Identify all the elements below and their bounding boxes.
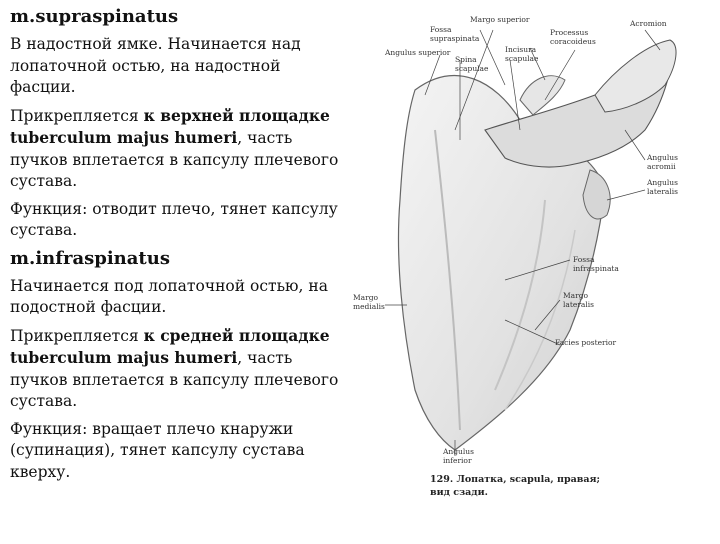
- infraspinatus-heading: m.infraspinatus: [10, 247, 170, 269]
- label-angulus-acromii-2: acromii: [647, 162, 676, 171]
- label-angulus-lateralis-2: lateralis: [647, 187, 679, 196]
- label-angulus-lateralis-1: Angulus: [647, 178, 678, 187]
- supraspinatus-insertion-suffix: , часть пучков вплетается в капсулу плечевого сустава.: [10, 129, 339, 190]
- label-facies-posterior: Facies posterior: [555, 338, 617, 347]
- infraspinatus-function: Функция: вращает плечо кнаружи (супинация), тянет капсулу сустава кверху.: [10, 419, 305, 481]
- scapula-figure: [345, 0, 720, 540]
- infraspinatus-insertion-bold: к средней площадке tuberculum majus humeri: [10, 325, 330, 367]
- text-column: [10, 6, 340, 489]
- label-angulus-inferior-1: Angulus: [443, 447, 474, 456]
- label-spina-scapulae-1: Spina: [455, 55, 477, 64]
- figure-caption-line1: 129. Лопатка, scapula, правая;: [430, 474, 601, 485]
- label-angulus-superior: Angulus superior: [385, 48, 451, 57]
- label-fossa-infraspinata-2: infraspinata: [573, 264, 619, 273]
- label-incisura-scapulae-1: Incisura: [505, 45, 537, 54]
- figure-caption-line2: вид сзади.: [430, 487, 488, 498]
- supraspinatus-insertion-prefix: Прикрепляется: [10, 106, 144, 125]
- label-processus-coracoideus-1: Processus: [550, 28, 589, 37]
- scapula-illustration: [345, 0, 720, 540]
- supraspinatus-insertion-bold: к верхней площадке tuberculum majus humeri: [10, 105, 330, 147]
- label-processus-coracoideus-2: coracoideus: [550, 37, 596, 46]
- label-incisura-scapulae-2: scapulae: [505, 54, 539, 63]
- label-fossa-supraspinata-1: Fossa: [430, 25, 452, 34]
- label-margo-superior: Margo superior: [470, 15, 530, 24]
- supraspinatus-heading: m.supraspinatus: [10, 6, 179, 27]
- infraspinatus-origin: Начинается под лопаточной остью, на подостной фасции.: [10, 276, 328, 316]
- label-margo-medialis-2: medialis: [353, 302, 385, 311]
- label-angulus-acromii-1: Angulus: [647, 153, 678, 162]
- supraspinatus-function: Функция: отводит плечо, тянет капсулу сустава.: [10, 199, 338, 239]
- label-spina-scapulae-2: scapulae: [455, 64, 489, 73]
- label-fossa-infraspinata-1: Fossa: [573, 255, 595, 264]
- infraspinatus-insertion: [10, 325, 340, 413]
- supraspinatus-origin: В надостной ямке. Начинается над лопаточной остью, на надостной фасции.: [10, 35, 301, 96]
- supraspinatus-insertion: [10, 105, 340, 193]
- label-acromion: Acromion: [630, 19, 667, 28]
- acromion: [595, 40, 676, 112]
- label-margo-lateralis-1: Margo: [563, 291, 589, 300]
- label-angulus-inferior-2: inferior: [443, 456, 472, 465]
- infraspinatus-insertion-suffix: , часть пучков вплетается в капсулу плечевого сустава.: [10, 349, 339, 410]
- label-fossa-supraspinata-2: supraspinata: [430, 34, 480, 43]
- label-margo-medialis-1: Margo: [353, 293, 379, 302]
- label-margo-lateralis-2: lateralis: [563, 300, 595, 309]
- infraspinatus-insertion-prefix: Прикрепляется: [10, 326, 144, 345]
